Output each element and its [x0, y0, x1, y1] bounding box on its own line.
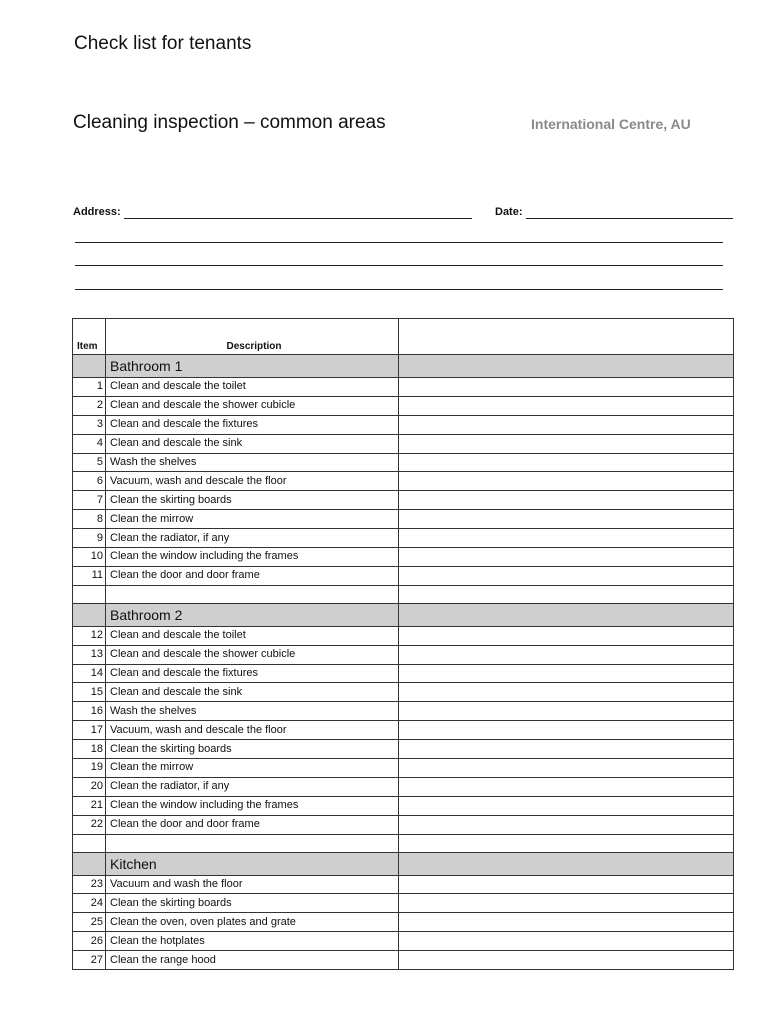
table-row [73, 913, 734, 932]
item-number: 1 [73, 378, 106, 397]
item-description: Clean and descale the shower cubicle [106, 396, 399, 415]
document-subtitle: Cleaning inspection – common areas [73, 112, 386, 133]
table-row [73, 378, 734, 397]
table-row [73, 415, 734, 434]
table-row [73, 932, 734, 951]
header-description: Description [106, 319, 399, 355]
address-label: Address: [73, 206, 121, 218]
item-number: 4 [73, 434, 106, 453]
item-check-cell[interactable] [399, 932, 734, 951]
item-check-cell[interactable] [399, 796, 734, 815]
blank-cell [73, 585, 106, 603]
item-number: 13 [73, 645, 106, 664]
item-description: Vacuum and wash the floor [106, 875, 399, 894]
item-number: 20 [73, 777, 106, 796]
date-label: Date: [495, 206, 523, 218]
item-number: 18 [73, 740, 106, 759]
item-description: Clean the hotplates [106, 932, 399, 951]
item-description: Wash the shelves [106, 453, 399, 472]
item-number: 16 [73, 702, 106, 721]
item-number: 27 [73, 951, 106, 970]
document-title: Check list for tenants [74, 33, 252, 54]
item-description: Clean the skirting boards [106, 894, 399, 913]
item-number: 19 [73, 759, 106, 778]
item-check-cell[interactable] [399, 777, 734, 796]
blank-cell [73, 834, 106, 852]
item-number: 14 [73, 664, 106, 683]
item-description: Vacuum, wash and descale the floor [106, 721, 399, 740]
table-row [73, 721, 734, 740]
address-line-2[interactable] [75, 242, 723, 243]
item-description: Clean and descale the sink [106, 683, 399, 702]
table-row [73, 951, 734, 970]
item-check-cell[interactable] [399, 510, 734, 529]
section-item-cell [73, 603, 106, 626]
item-number: 26 [73, 932, 106, 951]
item-check-cell[interactable] [399, 683, 734, 702]
blank-cell [399, 585, 734, 603]
item-number: 3 [73, 415, 106, 434]
table-row [73, 472, 734, 491]
item-description: Clean the window including the frames [106, 548, 399, 567]
item-check-cell[interactable] [399, 434, 734, 453]
table-row [73, 626, 734, 645]
item-description: Clean and descale the toilet [106, 378, 399, 397]
item-description: Clean the range hood [106, 951, 399, 970]
address-line-3[interactable] [75, 265, 723, 266]
item-description: Clean the mirrow [106, 510, 399, 529]
table-row [73, 875, 734, 894]
item-number: 24 [73, 894, 106, 913]
item-number: 23 [73, 875, 106, 894]
table-row [73, 645, 734, 664]
item-number: 25 [73, 913, 106, 932]
item-check-cell[interactable] [399, 529, 734, 548]
table-row [73, 815, 734, 834]
item-check-cell[interactable] [399, 548, 734, 567]
address-field-line[interactable] [124, 218, 472, 219]
table-row [73, 777, 734, 796]
item-description: Clean the skirting boards [106, 740, 399, 759]
section-title: Bathroom 2 [106, 603, 399, 626]
item-number: 9 [73, 529, 106, 548]
item-check-cell[interactable] [399, 702, 734, 721]
item-description: Clean the radiator, if any [106, 777, 399, 796]
item-check-cell[interactable] [399, 378, 734, 397]
table-row [73, 396, 734, 415]
item-check-cell[interactable] [399, 396, 734, 415]
table-row [73, 453, 734, 472]
section-notes-cell [399, 852, 734, 875]
table-row [73, 510, 734, 529]
blank-row [73, 834, 734, 852]
item-number: 6 [73, 472, 106, 491]
blank-cell [106, 834, 399, 852]
section-header-row [73, 852, 734, 875]
item-check-cell[interactable] [399, 645, 734, 664]
section-header-row [73, 603, 734, 626]
item-check-cell[interactable] [399, 626, 734, 645]
item-check-cell[interactable] [399, 759, 734, 778]
blank-cell [399, 834, 734, 852]
header-item: Item [73, 319, 106, 355]
item-number: 17 [73, 721, 106, 740]
item-number: 8 [73, 510, 106, 529]
item-check-cell[interactable] [399, 453, 734, 472]
table-row [73, 664, 734, 683]
header-notes [399, 319, 734, 355]
item-check-cell[interactable] [399, 913, 734, 932]
item-number: 10 [73, 548, 106, 567]
item-description: Clean the skirting boards [106, 491, 399, 510]
item-check-cell[interactable] [399, 721, 734, 740]
item-number: 21 [73, 796, 106, 815]
table-row [73, 566, 734, 585]
item-check-cell[interactable] [399, 894, 734, 913]
item-description: Clean the door and door frame [106, 815, 399, 834]
item-number: 5 [73, 453, 106, 472]
item-description: Wash the shelves [106, 702, 399, 721]
date-field-line[interactable] [526, 218, 733, 219]
blank-cell [106, 585, 399, 603]
table-row [73, 683, 734, 702]
table-header-row [73, 319, 734, 355]
item-number: 22 [73, 815, 106, 834]
section-item-cell [73, 355, 106, 378]
item-check-cell[interactable] [399, 815, 734, 834]
section-title: Bathroom 1 [106, 355, 399, 378]
address-line-4[interactable] [75, 289, 723, 290]
item-check-cell[interactable] [399, 472, 734, 491]
item-description: Clean and descale the fixtures [106, 664, 399, 683]
item-description: Clean the radiator, if any [106, 529, 399, 548]
table-row [73, 529, 734, 548]
table-row [73, 894, 734, 913]
item-description: Clean the door and door frame [106, 566, 399, 585]
item-number: 11 [73, 566, 106, 585]
item-description: Clean and descale the toilet [106, 626, 399, 645]
item-check-cell[interactable] [399, 491, 734, 510]
item-number: 15 [73, 683, 106, 702]
table-row [73, 796, 734, 815]
table-row [73, 491, 734, 510]
item-description: Clean and descale the shower cubicle [106, 645, 399, 664]
checklist-table [72, 318, 734, 970]
blank-row [73, 585, 734, 603]
section-notes-cell [399, 355, 734, 378]
table-row [73, 434, 734, 453]
item-check-cell[interactable] [399, 875, 734, 894]
section-item-cell [73, 852, 106, 875]
table-row [73, 548, 734, 567]
table-row [73, 759, 734, 778]
item-description: Clean the mirrow [106, 759, 399, 778]
item-number: 7 [73, 491, 106, 510]
item-number: 12 [73, 626, 106, 645]
item-check-cell[interactable] [399, 566, 734, 585]
item-description: Clean the oven, oven plates and grate [106, 913, 399, 932]
item-check-cell[interactable] [399, 951, 734, 970]
organization-name: International Centre, AU [531, 116, 691, 132]
table-row [73, 702, 734, 721]
item-check-cell[interactable] [399, 740, 734, 759]
section-header-row [73, 355, 734, 378]
item-description: Clean and descale the sink [106, 434, 399, 453]
table-row [73, 740, 734, 759]
item-check-cell[interactable] [399, 664, 734, 683]
item-number: 2 [73, 396, 106, 415]
item-description: Clean the window including the frames [106, 796, 399, 815]
section-notes-cell [399, 603, 734, 626]
section-title: Kitchen [106, 852, 399, 875]
item-description: Vacuum, wash and descale the floor [106, 472, 399, 491]
item-description: Clean and descale the fixtures [106, 415, 399, 434]
item-check-cell[interactable] [399, 415, 734, 434]
